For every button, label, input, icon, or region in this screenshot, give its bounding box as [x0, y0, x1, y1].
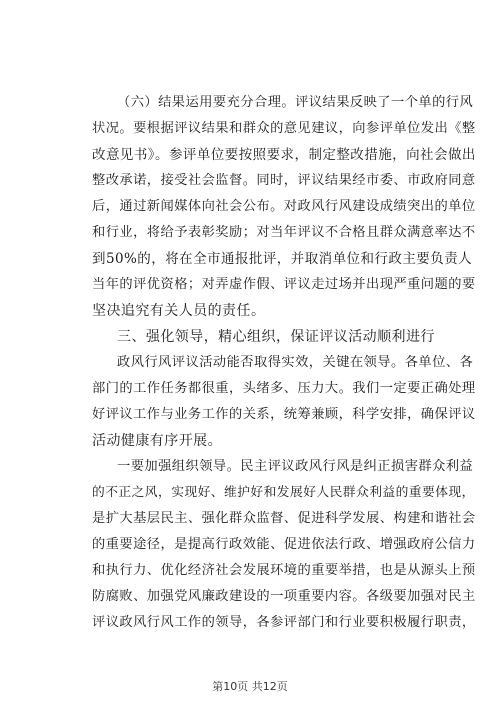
text-line: 状况。要根据评议结果和群众的意见建议，向参评单位发出《整 — [92, 121, 476, 136]
text-line: 和行业，将给予表彰奖励；对当年评议不合格且群众满意率达不 — [92, 225, 476, 240]
text-line: 后，通过新闻媒体向社会公布。对政风行风建设成绩突出的单位 — [92, 199, 476, 214]
page-number-footer: 第10页 共12页 — [212, 680, 288, 693]
text-line: 坚决追究有关人员的责任。 — [92, 303, 266, 319]
section-heading: 三、强化领导，精心组织，保证评议活动顺利进行 — [117, 329, 435, 345]
text-line: 是扩大基层民主、强化群众监督、促进科学发展、构建和谐社会 — [92, 511, 476, 526]
text-line: 一要加强组织领导。民主评议政风行风是纠正损害群众利益 — [117, 459, 474, 474]
text-line: （六）结果运用要充分合理。评议结果反映了一个单的行风 — [117, 95, 474, 110]
text-line: 活动健康有序开展。 — [92, 433, 223, 449]
text-line: 防腐败、加强党风廉政建设的一项重要内容。各级要加强对民主 — [92, 589, 476, 604]
text-line: 评议政风行风工作的领导，各参评部门和行业要积极履行职责， — [92, 615, 476, 630]
text-line: 的重要途径，是提高行政效能、促进依法行政、增强政府公信力 — [92, 537, 476, 552]
text-line: 的不正之风，实现好、维护好和发展好人民群众利益的重要体现， — [92, 485, 475, 500]
text-line: 改意见书》。参评单位要按照要求，制定整改措施，向社会做出 — [92, 147, 476, 163]
text-line: 好评议工作与业务工作的关系，统筹兼顾，科学安排，确保评议 — [92, 407, 476, 422]
text-line: 部门的工作任务都很重，头绪多、压力大。我们一定要正确处理 — [92, 381, 476, 396]
text-line: 整改承诺，接受社会监督。同时，评议结果经市委、市政府同意 — [92, 173, 476, 188]
text-line: 和执行力、优化经济社会发展环境的重要举措，也是从源头上预 — [92, 563, 476, 578]
text-line: 政风行风评议活动能否取得实效，关键在领导。各单位、各 — [117, 355, 474, 370]
text-line: 当年的评优资格；对弄虚作假、评议走过场并出现严重问题的要 — [92, 277, 476, 292]
text-line: 到50%的，将在全市通报批评，并取消单位和行政主要负责人 — [92, 251, 473, 267]
